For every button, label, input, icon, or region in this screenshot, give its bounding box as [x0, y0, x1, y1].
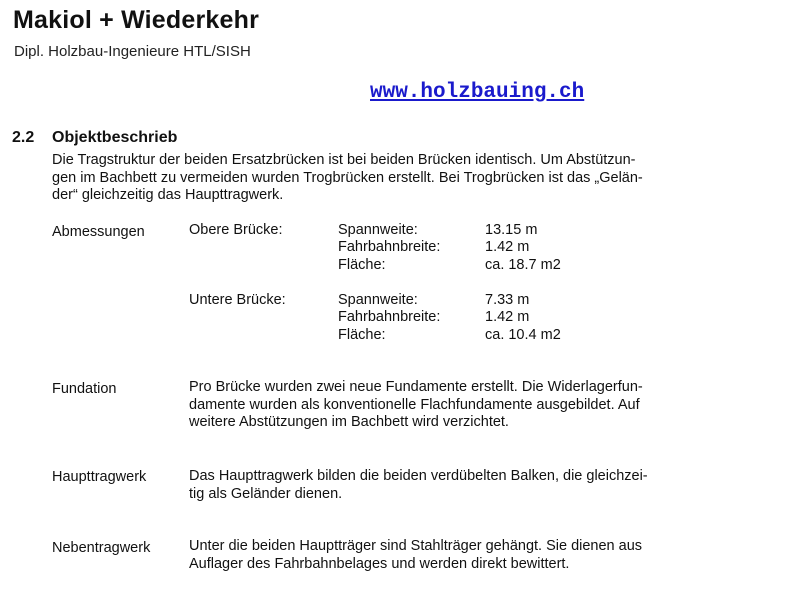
lower-width-value: 1.42 m [485, 309, 530, 325]
company-subtitle: Dipl. Holzbau-Ingenieure HTL/SISH [14, 43, 251, 60]
haupttragwerk-label: Haupttragwerk [52, 469, 147, 485]
dimensions-label: Abmessungen [52, 224, 145, 240]
nebentragwerk-text: Unter die beiden Hauptträger sind Stahlträger gehängt. Sie dienen aus Auflager des Fahrbahnbelages und werden direkt bewittert. [189, 538, 643, 572]
section-number: 2.2 [12, 129, 35, 146]
fundation-label: Fundation [52, 381, 117, 397]
lower-area-key: Fläche: [338, 327, 386, 343]
lower-area-value: ca. 10.4 m2 [485, 327, 561, 343]
upper-span-value: 13.15 m [485, 222, 538, 238]
upper-span-key: Spannweite: [338, 222, 418, 238]
fundation-text: Pro Brücke wurden zwei neue Fundamente erstellt. Die Widerlagerfun- damente wurden als konventionelle Flachfundamente ausgebildet. Auf weitere Abstützungen im Bachbett wird verzichtet. [189, 379, 643, 430]
lower-span-value: 7.33 m [485, 292, 530, 308]
lower-bridge-label: Untere Brücke: [189, 292, 286, 308]
upper-area-value: ca. 18.7 m2 [485, 257, 561, 273]
lower-span-key: Spannweite: [338, 292, 418, 308]
section-title: Objektbeschrieb [52, 129, 178, 146]
upper-width-key: Fahrbahnbreite: [338, 239, 441, 255]
lower-width-key: Fahrbahnbreite: [338, 309, 441, 325]
nebentragwerk-label: Nebentragwerk [52, 540, 151, 556]
haupttragwerk-text: Das Haupttragwerk bilden die beiden verdübelten Balken, die gleichzei- tig als Geländer dienen. [189, 468, 648, 502]
company-name: Makiol + Wiederkehr [13, 6, 260, 34]
upper-bridge-label: Obere Brücke: [189, 222, 283, 238]
upper-width-value: 1.42 m [485, 239, 530, 255]
intro-paragraph: Die Tragstruktur der beiden Ersatzbrücken ist bei beiden Brücken identisch. Um Abstützun- gen im Bachbett zu vermeiden wurden Trogbrücken erstellt. Bei Trogbrücken ist das „Gelän- der“ gleichzeitig das Haupttragwerk. [52, 152, 643, 203]
upper-area-key: Fläche: [338, 257, 386, 273]
website-link[interactable]: www.holzbauing.ch [370, 81, 585, 104]
